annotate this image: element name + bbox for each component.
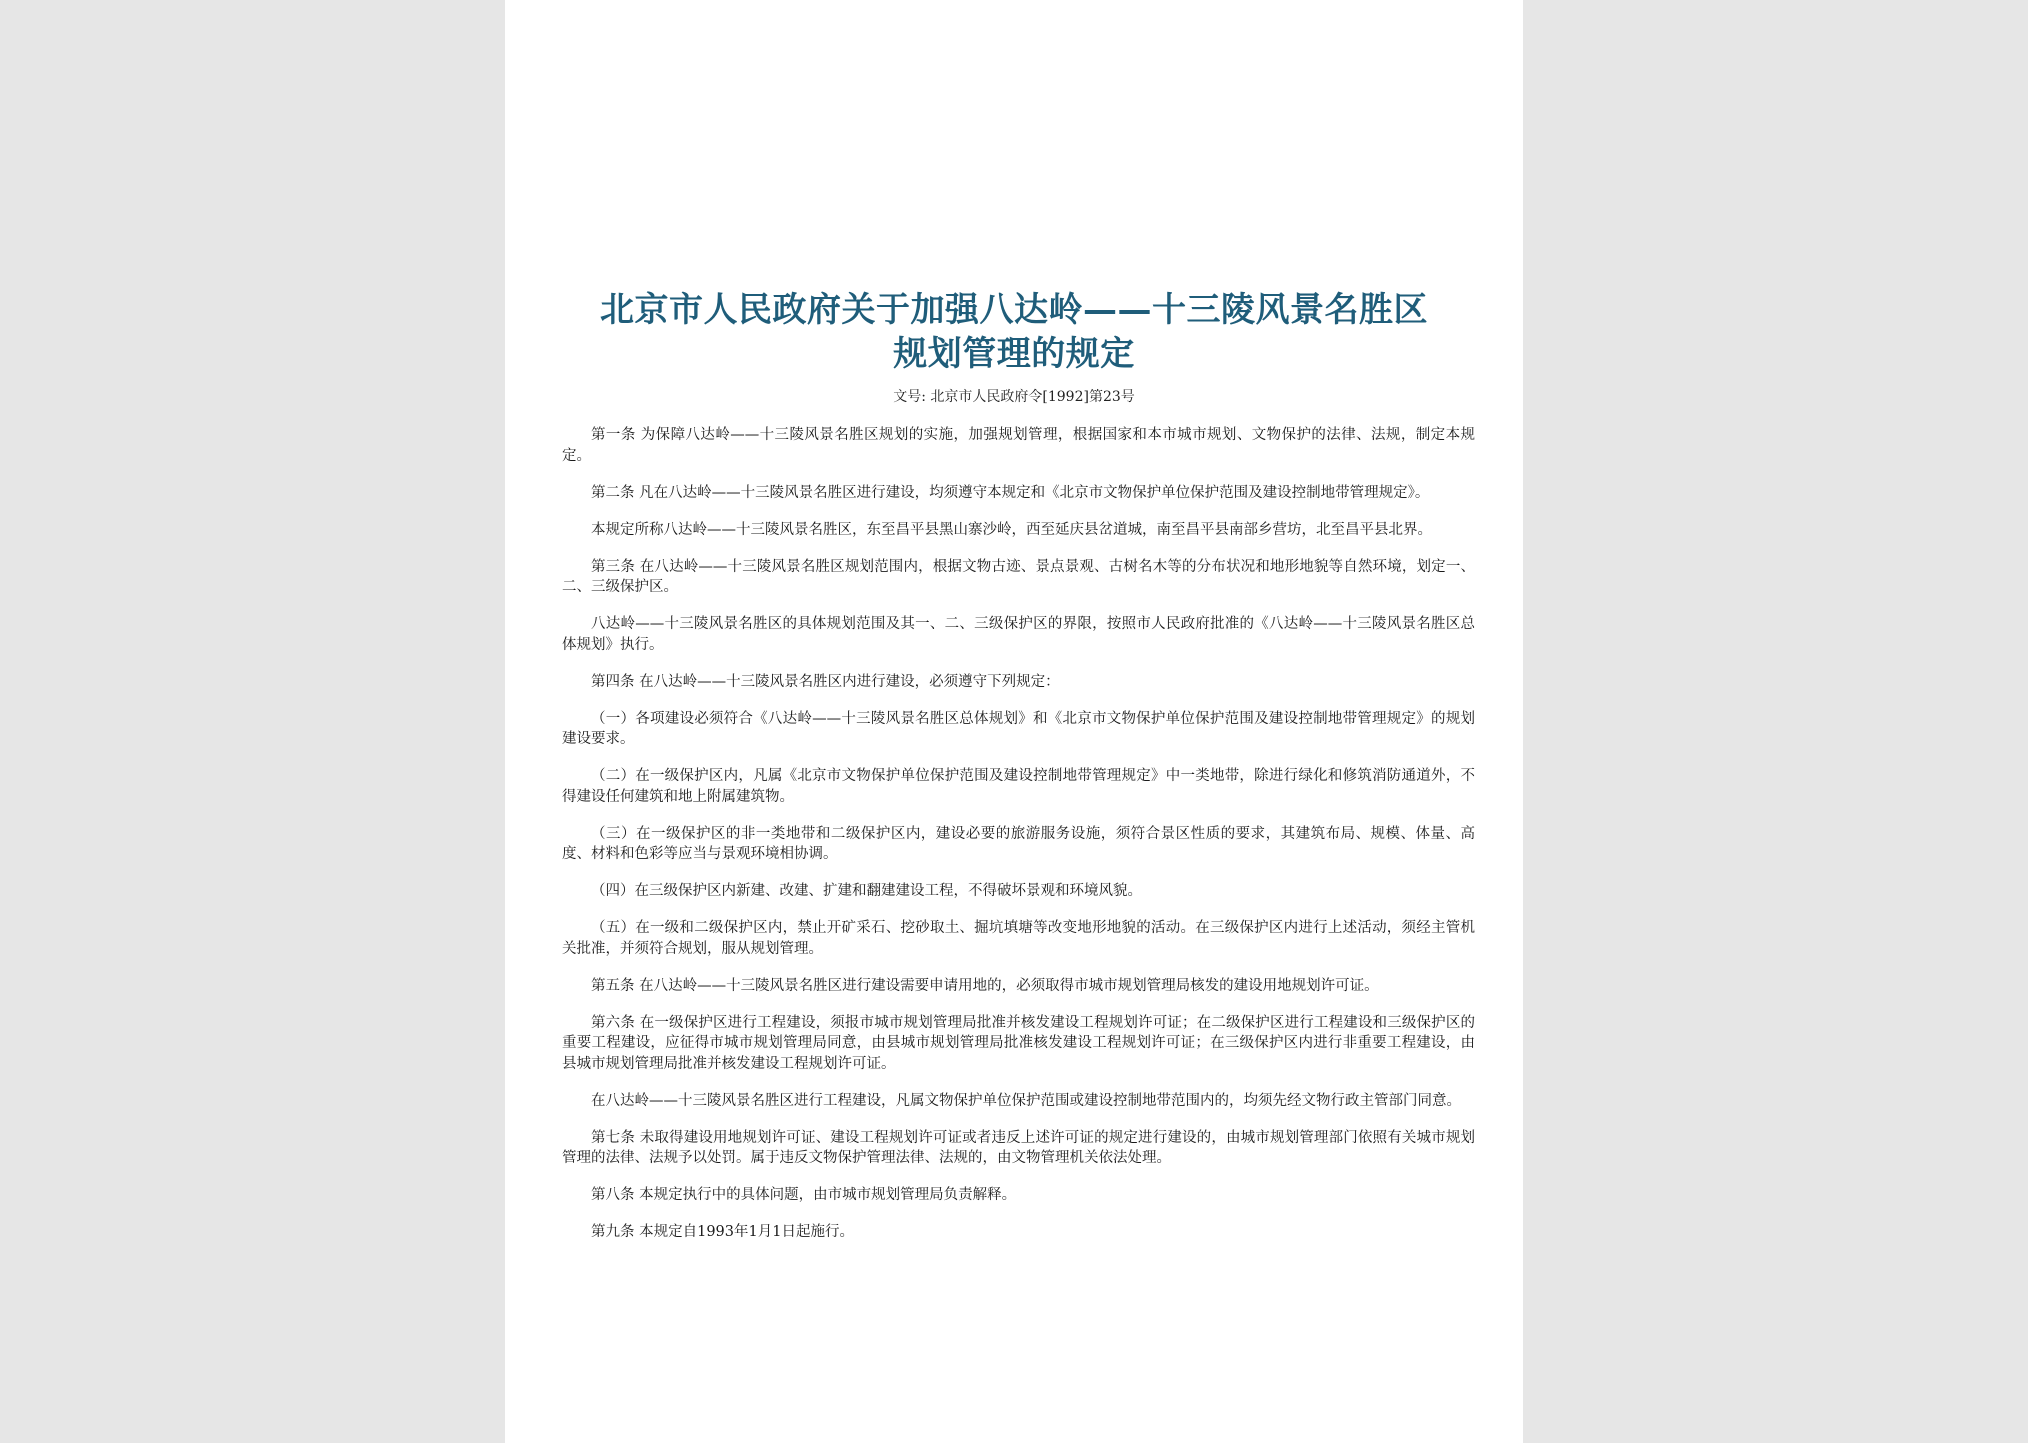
document-page: [505, 0, 1523, 1443]
paragraph-item-5: （五）在一级和二级保护区内，禁止开矿采石、挖砂取土、掘坑填塘等改变地形地貌的活动。在三级保护区内进行上述活动，须经主管机关批准，并须符合规划，服从规划管理。: [562, 920, 1475, 957]
paragraph-item-1: （一）各项建设必须符合《八达岭——十三陵风景名胜区总体规划》和《北京市文物保护单位保护范围及建设控制地带管理规定》的规划建设要求。: [562, 710, 1475, 747]
paragraph-article-8: 第八条 本规定执行中的具体问题，由市城市规划管理局负责解释。: [591, 1187, 1017, 1203]
paragraph-article-9: 第九条 本规定自1993年1月1日起施行。: [591, 1224, 854, 1240]
paragraph-item-3: （三）在一级保护区的非一类地带和二级保护区内，建设必要的旅游服务设施，须符合景区性质的要求，其建筑布局、规模、体量、高度、材料和色彩等应当与景观环境相协调。: [562, 825, 1475, 862]
paragraph-article-5: 第五条 在八达岭——十三陵风景名胜区进行建设需要申请用地的，必须取得市城市规划管理局核发的建设用地规划许可证。: [591, 977, 1379, 994]
document-body: [562, 425, 1475, 1259]
paragraph-article-4: 第四条 在八达岭——十三陵风景名胜区内进行建设，必须遵守下列规定：: [591, 673, 1060, 690]
paragraph-item-2: （二）在一级保护区内，凡属《北京市文物保护单位保护范围及建设控制地带管理规定》中一类地带，除进行绿化和修筑消防通道外，不得建设任何建筑和地上附属建筑物。: [562, 768, 1475, 805]
document-title: [565, 288, 1463, 376]
paragraph-boundaries: 八达岭——十三陵风景名胜区的具体规划范围及其一、二、三级保护区的界限，按照市人民政府批准的《八达岭——十三陵风景名胜区总体规划》执行。: [562, 616, 1475, 653]
paragraph-scope: 本规定所称八达岭——十三陵风景名胜区，东至昌平县黑山寨沙岭，西至延庆县岔道城，南至昌平县南部乡营坊，北至昌平县北界。: [591, 521, 1432, 538]
paragraph-article-1: 第一条 为保障八达岭——十三陵风景名胜区规划的实施，加强规划管理，根据国家和本市城市规划、文物保护的法律、法规，制定本规定。: [562, 427, 1475, 464]
paragraph-article-3: 第三条 在八达岭——十三陵风景名胜区规划范围内，根据文物古迹、景点景观、古树名木等的分布状况和地形地貌等自然环境，划定一、二、三级保护区。: [562, 558, 1475, 595]
title-line-1: 北京市人民政府关于加强八达岭——十三陵风景名胜区: [600, 289, 1428, 330]
paragraph-article-2: 第二条 凡在八达岭——十三陵风景名胜区进行建设，均须遵守本规定和《北京市文物保护单位保护范围及建设控制地带管理规定》。: [591, 484, 1430, 501]
paragraph-cultural-relics: 在八达岭——十三陵风景名胜区进行工程建设，凡属文物保护单位保护范围或建设控制地带范围内的，均须先经文物行政主管部门同意。: [591, 1092, 1461, 1109]
paragraph-article-7: 第七条 未取得建设用地规划许可证、建设工程规划许可证或者违反上述许可证的规定进行建设的，由城市规划管理部门依照有关城市规划管理的法律、法规予以处罚。属于违反文物保护管理法律、法规的，由文物管理机关依法处理。: [562, 1129, 1475, 1166]
paragraph-item-4: （四）在三级保护区内新建、改建、扩建和翻建建设工程，不得破坏景观和环境风貌。: [591, 883, 1142, 899]
title-line-2: 规划管理的规定: [893, 333, 1135, 374]
paragraph-article-6: 第六条 在一级保护区进行工程建设，须报市城市规划管理局批准并核发建设工程规划许可证；在二级保护区进行工程建设和三级保护区的重要工程建设，应征得市城市规划管理局同意，由县城市规划管理局批准核发建设工程规划许可证；在三级保护区内进行非重要工程建设，由县城市规划管理局批准并核发建设工程规划许可证。: [562, 1014, 1475, 1072]
document-number: 文号: 北京市人民政府令[1992]第23号: [893, 389, 1135, 405]
